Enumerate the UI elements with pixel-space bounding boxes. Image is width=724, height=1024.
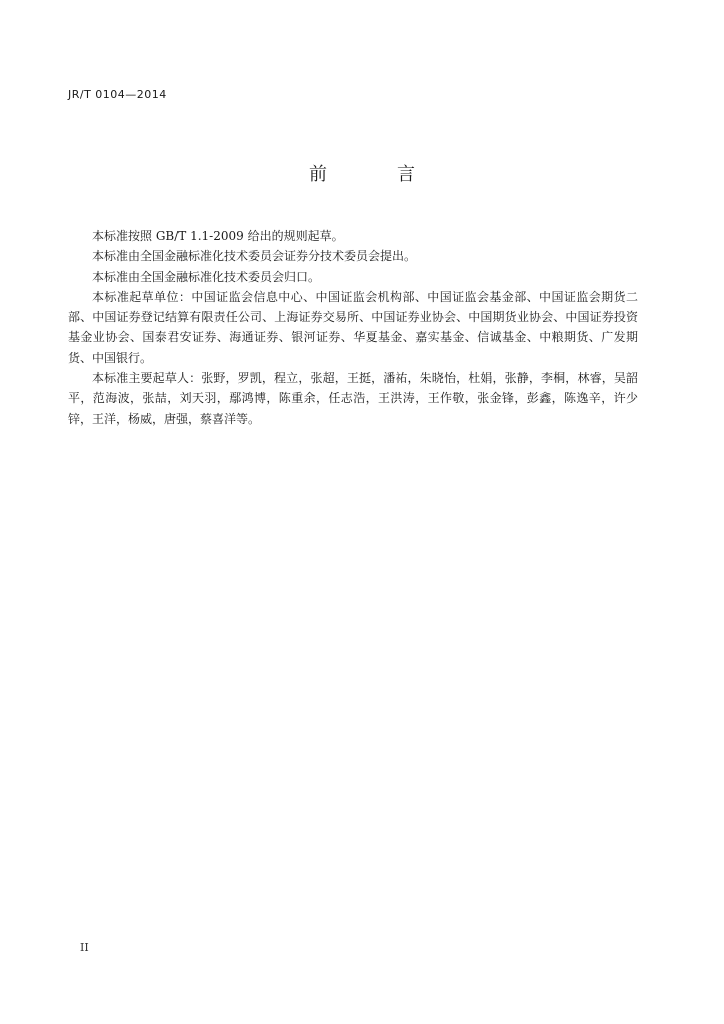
paragraph-administrator: 本标准由全国金融标准化技术委员会归口。 [92, 269, 321, 284]
paragraph-drafting-units: 本标准起草单位：中国证监会信息中心、中国证监会机构部、中国证监会基金部、中国证监会期货二部、中国证券登记结算有限责任公司、上海证券交易所、中国证券业协会、中国期货业协会、中国证券投资基金业协会、国泰君安证券、海通证券、银河证券、华夏基金、嘉实基金、信诚基金、中粮期货、广发期货、中国银行。 [68, 289, 638, 365]
page-number: II [80, 941, 89, 954]
foreword-body [68, 226, 638, 429]
page-title: 前 言 [309, 164, 441, 185]
paragraph-proposer: 本标准由全国金融标准化技术委员会证券分技术委员会提出。 [92, 249, 417, 264]
paragraph-drafting-rules: 本标准按照 GB/T 1.1-2009 给出的规则起草。 [92, 229, 344, 243]
paragraph-main-drafters: 本标准主要起草人：张野，罗凯，程立，张超，王挺，潘祐，朱晓怡，杜娟，张静，李桐，林睿，吴韶平，范海波，张喆，刘天羽，鄢鸿博，陈重余，任志浩，王洪涛，王作敬，张金锋，彭鑫，陈逸辛，许少锌，王洋，杨威，唐强，蔡喜洋等。 [68, 371, 638, 426]
standard-code: JR/T 0104—2014 [68, 88, 167, 101]
